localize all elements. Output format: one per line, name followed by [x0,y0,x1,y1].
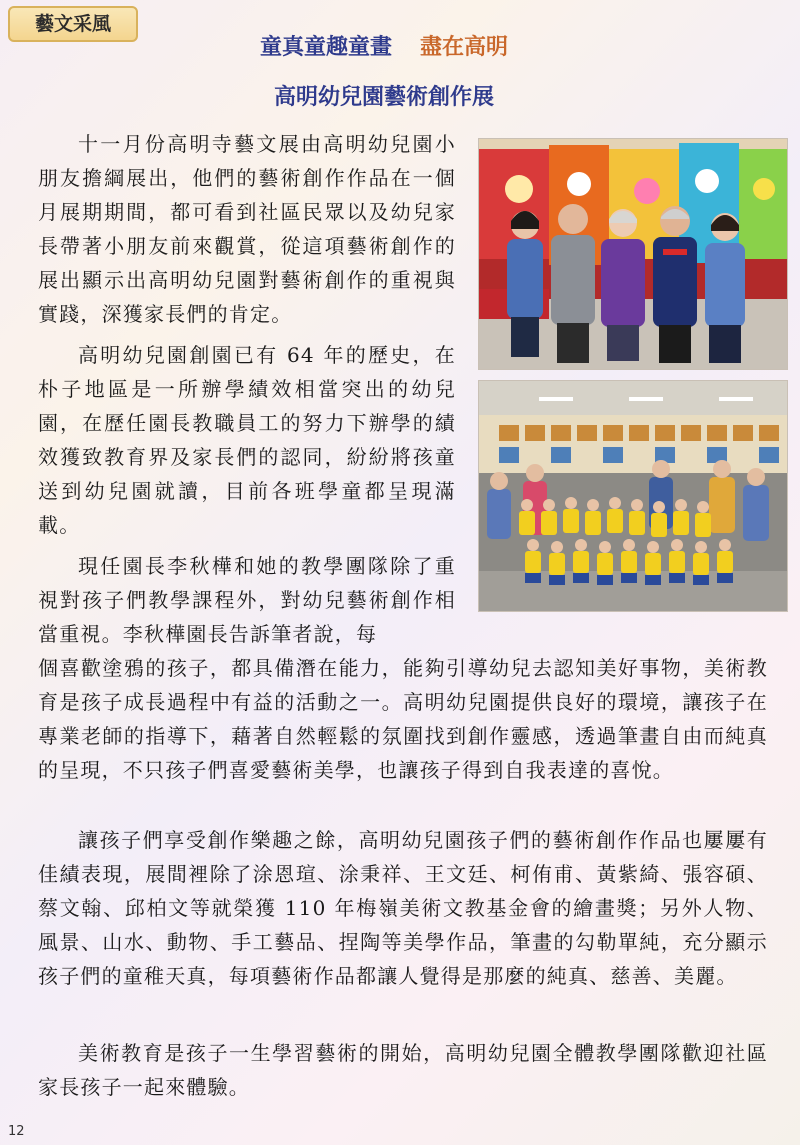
class-group-photo [478,380,788,612]
paragraph-5: 美術教育是孩子一生學習藝術的開始，高明幼兒園全體教學團隊歡迎社區家長孩子一起來體驗。 [38,1041,768,1099]
paragraph-3: 現任園長李秋樺和她的教學團隊除了重視對孩子們教學課程外，對幼兒藝術創作相當重視。李秋樺園長告訴筆者說，每 [38,554,456,646]
exhibition-group-photo [478,138,788,370]
title-part1: 童真童趣童畫 [260,35,393,60]
page-number: 12 [8,1124,25,1139]
paragraph-4: 讓孩子們享受創作樂趣之餘，高明幼兒園孩子們的藝術創作作品也屢屢有佳績表現，展間裡除了涂恩瑄、涂秉祥、王文廷、柯侑甫、黃紫綺、張容碩、蔡文翰、邱柏文等就榮獲 110 年梅嶺美術文教基金會的繪畫獎；另外人物、風景、山水、動物、手工藝品、捏陶等美學作品，筆畫的勾勒單純，充分顯示孩子們的童稚天真，每項藝術作品都讓人覺得是那麼的純真、慈善、美麗。 [38,828,768,988]
page-subtitle: 高明幼兒園藝術創作展 [274,85,495,110]
paragraph-2: 高明幼兒園創園已有 64 年的歷史，在朴子地區是一所辦學績效相當突出的幼兒園，在歷任園長教職員工的努力下辦學的績效獲致教育界及家長們的認同，紛紛將孩童送到幼兒園就讀，目前各班學童都呈現滿載。 [38,343,456,537]
title-part2: 盡在高明 [420,35,509,60]
paragraph-3-continued: 個喜歡塗鴉的孩子，都具備潛在能力，能夠引導幼兒去認知美好事物，美術教育是孩子成長過程中有益的活動之一。高明幼兒園提供良好的環境，讓孩子在專業老師的指導下，藉著自然輕鬆的氛圍找到創作靈感，透過筆畫自由而純真的呈現，不只孩子們喜愛藝術美學，也讓孩子得到自我表達的喜悅。 [38,656,768,782]
section-tab [8,6,138,42]
paragraph-1: 十一月份高明寺藝文展由高明幼兒園小朋友擔綱展出，他們的藝術創作作品在一個月展期期間，都可看到社區民眾以及幼兒家長帶著小朋友前來觀賞，從這項藝術創作的展出顯示出高明幼兒園對藝術創作的重視與實踐，深獲家長們的肯定。 [38,132,456,326]
page-title [260,30,508,61]
section-tab-label: 藝文采風 [34,13,111,35]
